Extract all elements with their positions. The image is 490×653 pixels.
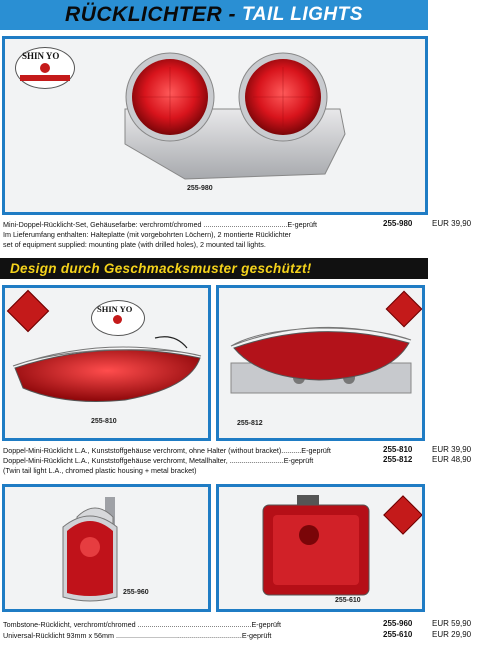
- photo-code: 255-812: [237, 420, 263, 427]
- page-title-bar: [0, 0, 428, 30]
- desc2-line3: (Twin tail light L.A., chromed plastic housing + metal bracket): [3, 466, 197, 475]
- banner-text: Design durch Geschmacksmuster geschützt!: [10, 261, 312, 276]
- tombstone-light-image: [5, 487, 208, 609]
- desc1-line1: Mini-Doppel-Rücklicht-Set, Gehäusefarbe: verchromt/chromed ..........................................E-geprüft: [3, 220, 317, 229]
- desc3-price1: EUR 59,90: [432, 619, 472, 628]
- desc2-line1: Doppel-Mini-Rücklicht L.A., Kunststoffgehäuse verchromt, ohne Halter (without bracket)..........E-geprüft: [3, 446, 331, 455]
- product-photo-255-810: [2, 285, 211, 441]
- product-photo-255-610: [216, 484, 425, 612]
- shin-yo-logo: [15, 47, 75, 89]
- desc1-code: 255-980: [383, 219, 413, 228]
- logo-text: SHIN YO: [22, 51, 60, 61]
- desc3-price2: EUR 29,90: [432, 630, 472, 639]
- desc2-code1: 255-810: [383, 445, 413, 454]
- desc2-code2: 255-812: [383, 455, 413, 464]
- photo-code: 255-610: [335, 597, 361, 604]
- shin-yo-logo-2: [91, 300, 145, 336]
- design-protection-banner: [0, 258, 428, 279]
- product-photo-255-812: [216, 285, 425, 441]
- desc2-line2: Doppel-Mini-Rücklicht L.A., Kunststoffgehäuse verchromt, Metallhalter, ...........................E-geprüft: [3, 456, 314, 465]
- logo-emblem-icon: [40, 63, 50, 73]
- product-photo-255-980: [2, 36, 428, 215]
- desc3-code1: 255-960: [383, 619, 413, 628]
- logo-text-2: SHIN YO: [97, 304, 133, 314]
- photo-code: 255-960: [123, 589, 149, 596]
- desc3-code2: 255-610: [383, 630, 413, 639]
- desc3-line1: Tombstone-Rücklicht, verchromt/chromed .........................................................E-geprüft: [3, 620, 282, 629]
- desc2-price2: EUR 48,90: [432, 455, 472, 464]
- desc3-line2: Universal-Rücklicht 93mm x 56mm ...............................................................E-geprüft: [3, 631, 272, 640]
- desc2-price1: EUR 39,90: [432, 445, 472, 454]
- desc1-price: EUR 39,90: [432, 219, 472, 228]
- title-german: RÜCKLICHTER -: [65, 3, 237, 26]
- desc1-line3: set of equipment supplied: mounting plate (with drilled holes), 2 mounted tail lights.: [3, 240, 266, 249]
- title-english: TAIL LIGHTS: [242, 4, 363, 25]
- photo-code: 255-810: [91, 418, 117, 425]
- photo-code: 255-980: [187, 185, 213, 192]
- desc1-line2: Im Lieferumfang enthalten: Halteplatte (mit vorgebohrten Löchern), 2 montierte Rücklichter: [3, 230, 292, 239]
- logo-emblem-icon: [113, 315, 122, 324]
- product-photo-255-960: [2, 484, 211, 612]
- logo-stripe-icon: [20, 75, 70, 81]
